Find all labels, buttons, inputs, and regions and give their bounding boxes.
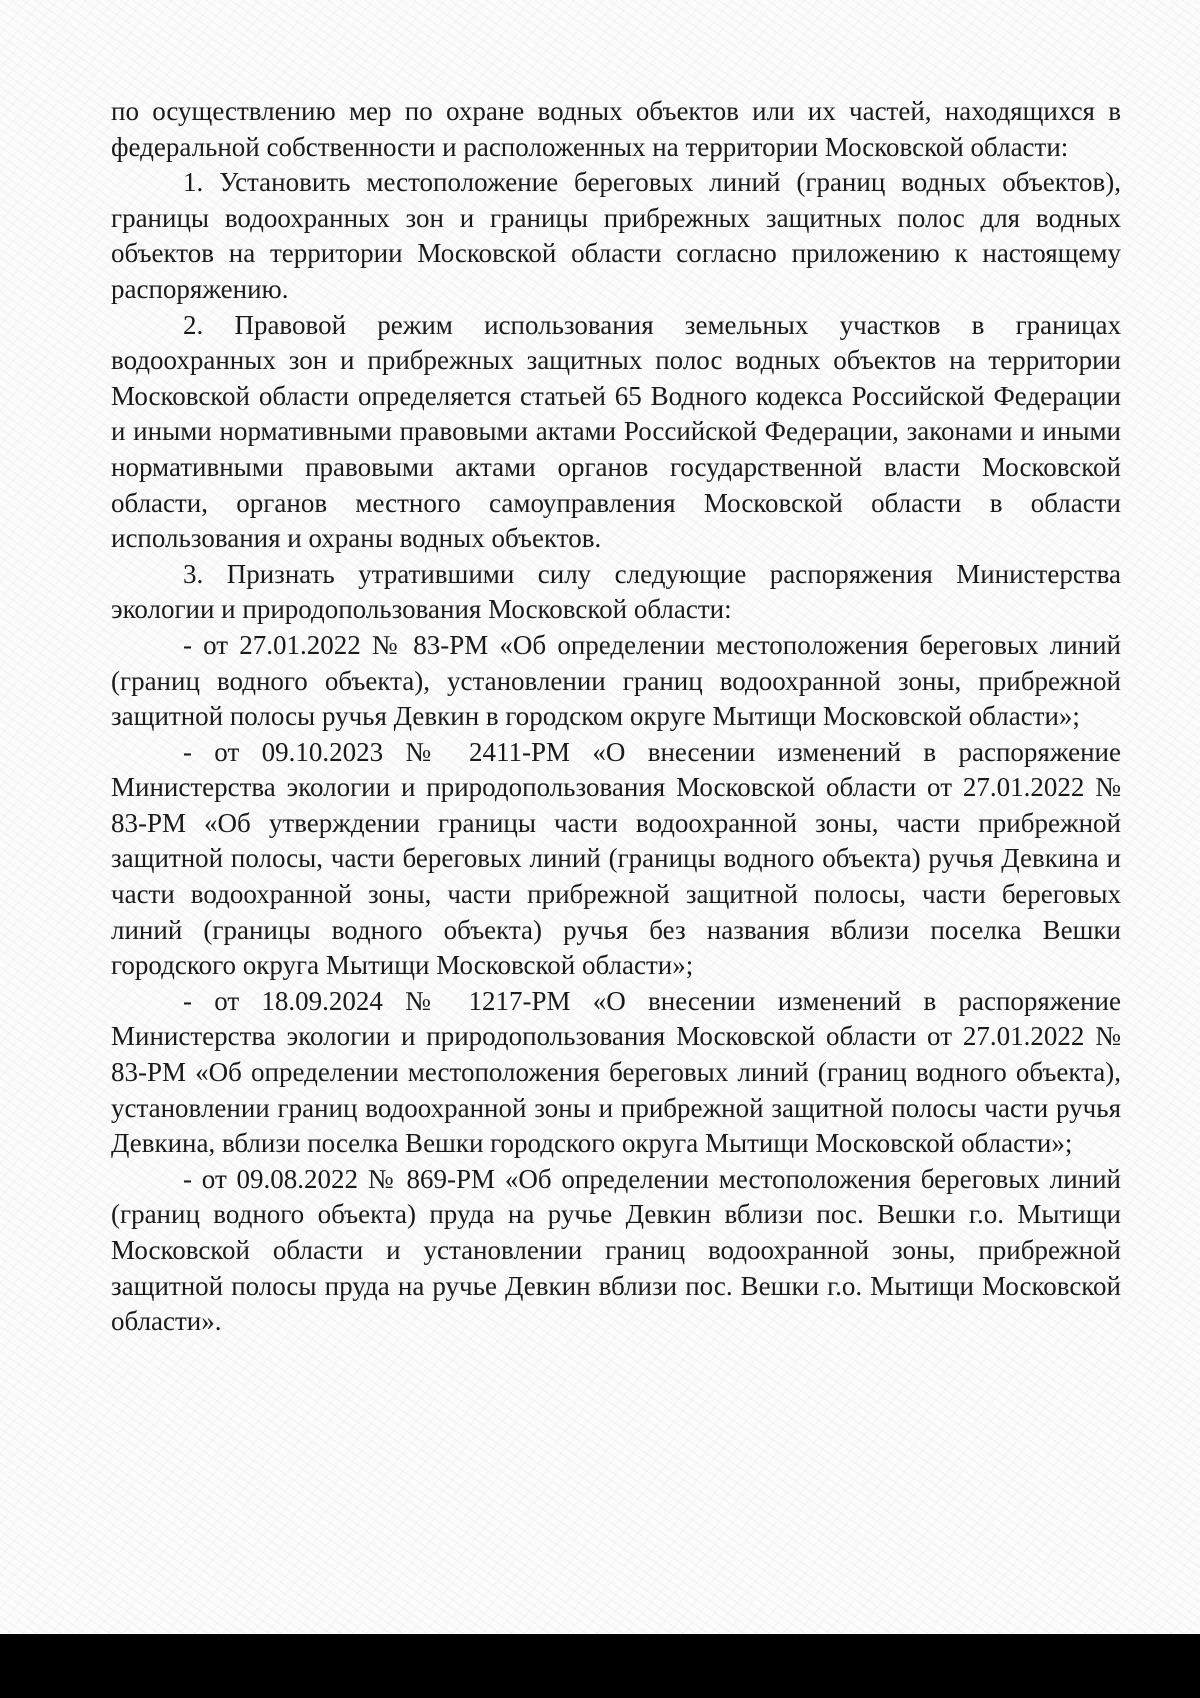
repealed-order-2411-rm: - от 09.10.2023 № 2411-РМ «О внесении изменений в распоряжение Министерства экологии и природопользования Московской области от 27.01.2022 № 83-РМ «Об утверждении границы части водоохранной зоны, части прибрежной защитной полосы, части береговых линий (границы водного объекта) ручья Девкина и части водоохранной зоны, части прибрежной защитной полосы, части береговых линий (границы водного объекта) ручья без названия вблизи поселка Вешки городского округа Мытищи Московской области»; (111, 736, 1121, 981)
repealed-order-869-rm: - от 09.08.2022 № 869-РМ «Об определении местоположения береговых линий (границ водного объекта) пруда на ручье Девкин вблизи пос. Вешки г.о. Мытищи Московской области и установлении границ водоохранной зоны, прибрежной защитной полосы пруда на ручье Девкин вблизи пос. Вешки г.о. Мытищи Московской области». (111, 1163, 1121, 1337)
paragraph-item-2: 2. Правовой режим использования земельных участков в границах водоохранных зон и прибрежных защитных полос водных объектов на территории Московской области определяется статьей 65 Водного кодекса Российской Федерации и иными нормативными правовыми актами Российской Федерации, законами и иными нормативными правовыми актами органов государственной власти Московской области, органов местного самоуправления Московской области в области использования и охраны водных объектов. (111, 309, 1121, 554)
repealed-order-83-rm: - от 27.01.2022 № 83-РМ «Об определении местоположения береговых линий (границ водного объекта), установлении границ водоохранной зоны, прибрежной защитной полосы ручья Девкин в городском округе Мытищи Московской области»; (111, 629, 1121, 732)
repealed-order-1217-rm: - от 18.09.2024 № 1217-РМ «О внесении изменений в распоряжение Министерства экологии и природопользования Московской области от 27.01.2022 № 83-РМ «Об определении местоположения береговых линий (границ водного объекта), установлении границ водоохранной зоны и прибрежной защитной полосы части ручья Девкина, вблизи поселка Вешки городского округа Мытищи Московской области»; (111, 985, 1121, 1159)
paragraph-item-1: 1. Установить местоположение береговых линий (границ водных объектов), границы водоохранных зон и границы прибрежных защитных полос для водных объектов на территории Московской области согласно приложению к настоящему распоряжению. (111, 167, 1121, 304)
document-body (111, 94, 1121, 1340)
scan-bottom-band (0, 1634, 1200, 1698)
paragraph-item-3: 3. Признать утратившими силу следующие распоряжения Министерства экологии и природопользования Московской области: (111, 558, 1121, 625)
paragraph-preamble-continuation: по осуществлению мер по охране водных объектов или их частей, находящихся в федеральной собственности и расположенных на территории Московской области: (111, 96, 1121, 162)
